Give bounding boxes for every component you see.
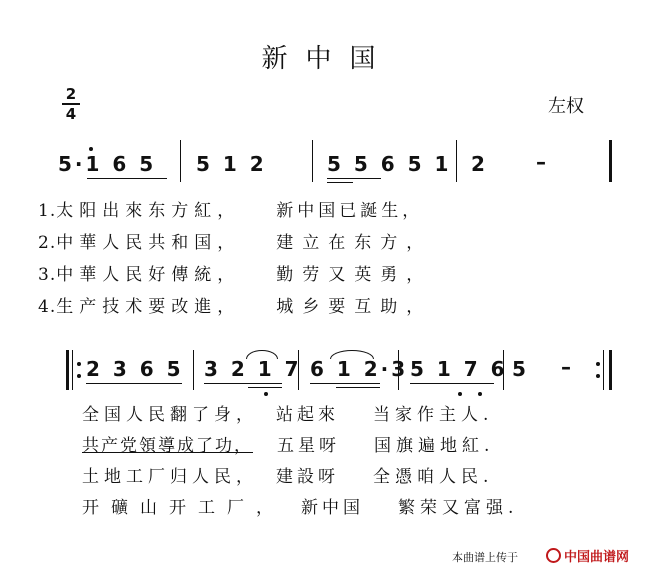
beam-underline	[204, 383, 282, 384]
song-title: 新中国	[261, 44, 394, 74]
slur	[330, 350, 374, 359]
low-octave-dot	[264, 392, 268, 396]
barline	[180, 140, 181, 182]
measure-10-dash: –	[561, 355, 574, 379]
measure-8-notes: 6 1 2·3	[310, 357, 409, 381]
logo-icon	[546, 548, 561, 563]
composer-name: 左权	[548, 96, 584, 117]
site-logo[interactable]	[546, 546, 629, 565]
low-octave-dot	[478, 392, 482, 396]
barline	[298, 350, 299, 390]
upload-note: 本曲谱上传于	[452, 551, 518, 564]
barline	[193, 350, 194, 390]
time-signature-top: 2	[65, 85, 77, 103]
barline	[456, 140, 457, 182]
measure-1-notes: 5·1 6 5	[58, 152, 157, 176]
beam-underline	[87, 178, 167, 179]
verse2-line-3: 土地工厂归人民， 建設呀 全憑咱人民.	[82, 467, 494, 487]
measure-7-notes: 3 2 1 7	[204, 357, 302, 381]
verse-line-2: 2.中華人民共和国， 建立在东方，	[38, 233, 433, 253]
barline	[503, 350, 504, 390]
repeat-start-thin	[72, 350, 73, 390]
verse-line-4: 4.生产技术要改進， 城乡要互助，	[38, 297, 433, 317]
beam-underline	[327, 182, 353, 183]
barline	[398, 350, 399, 390]
verse-group-2	[82, 400, 518, 524]
verse2-line-4: 开礦山开工厂， 新中国 繁荣又富强.	[82, 498, 519, 518]
measure-10-notes: 5	[512, 357, 529, 381]
repeat-dot	[596, 374, 600, 378]
verse-group-1	[38, 195, 432, 323]
verse2-line-2: 共产党領導成了功， 五星呀 国旗遍地紅.	[82, 436, 495, 456]
beam-underline	[310, 383, 380, 384]
verse2-line-1: 全国人民翻了身， 站起來 当家作主人.	[82, 405, 494, 425]
repeat-dot	[77, 374, 81, 378]
beam-underline	[327, 178, 381, 179]
measure-5-dash: –	[536, 150, 549, 174]
beam-underline	[86, 383, 182, 384]
repeat-dot	[596, 362, 600, 366]
repeat-end-thin	[603, 350, 604, 390]
verse-line-3: 3.中華人民好傳統， 勤劳又英勇，	[38, 265, 433, 285]
measure-9-notes: 5 1 7 6	[410, 357, 508, 381]
slur	[246, 350, 278, 359]
repeat-end-thick	[609, 350, 612, 390]
measure-6-notes: 2 3 6 5	[86, 357, 184, 381]
barline-end	[609, 140, 612, 182]
beam-underline	[410, 383, 494, 384]
repeat-dot	[77, 362, 81, 366]
measure-4-notes: 2	[471, 152, 488, 176]
octave-dot	[89, 147, 93, 151]
verse-line-1: 1.太阳出來东方紅， 新中国已誕生，	[38, 201, 424, 221]
repeat-start-thick	[66, 350, 69, 390]
beam-underline	[248, 387, 282, 388]
low-octave-dot	[458, 392, 462, 396]
measure-3-notes: 5 5 6 5 1	[327, 152, 452, 176]
site-name: 中国曲谱网	[564, 550, 630, 565]
time-signature-bottom: 4	[65, 105, 77, 123]
measure-2-notes: 5 1 2	[196, 152, 267, 176]
beam-underline	[336, 387, 380, 388]
time-signature	[60, 86, 82, 122]
barline	[312, 140, 313, 182]
